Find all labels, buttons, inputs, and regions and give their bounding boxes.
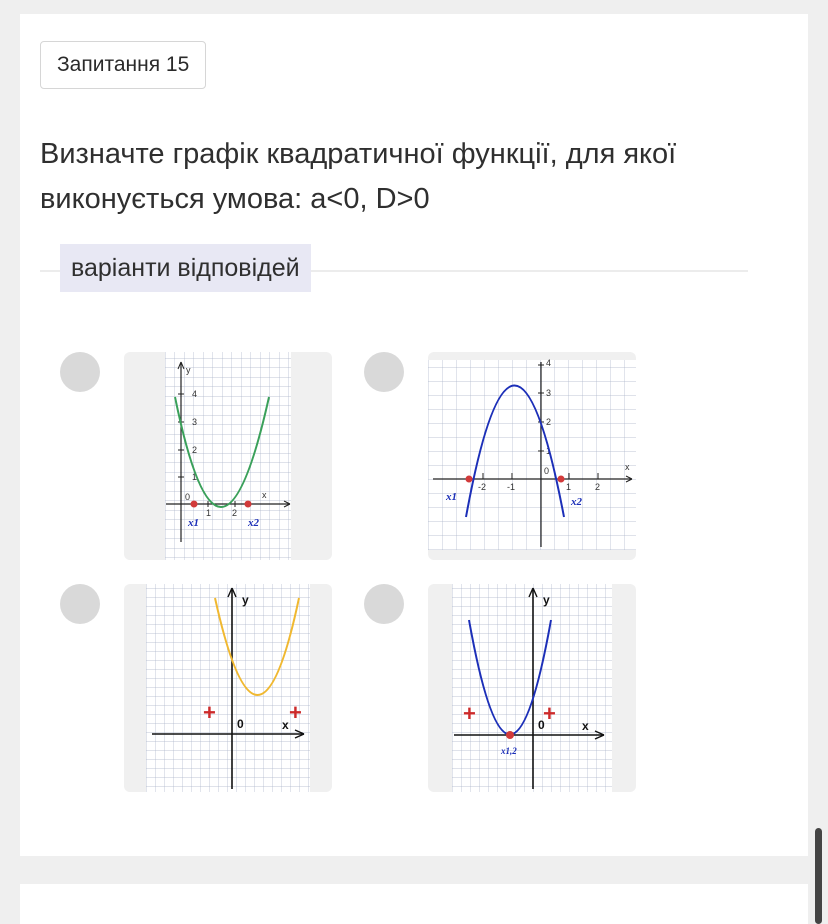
option-2-radio[interactable] <box>364 352 404 392</box>
tick-label: 2 <box>546 417 552 427</box>
tick-label: 2 <box>192 445 198 455</box>
plus-sign: + <box>543 701 556 726</box>
origin-label: 0 <box>544 466 550 476</box>
option-3-image[interactable] <box>124 584 332 792</box>
tick-label: 1 <box>546 446 552 456</box>
x-axis-label: x <box>625 462 630 472</box>
tick-label: -1 <box>507 482 516 492</box>
plus-sign: + <box>463 701 476 726</box>
page-scrollbar[interactable] <box>815 828 822 924</box>
x-axis-label: x <box>282 718 289 732</box>
option-3-radio[interactable] <box>60 584 100 624</box>
origin-label: 0 <box>237 717 244 731</box>
tick-label: 1 <box>566 482 572 492</box>
option-1-image[interactable] <box>124 352 332 560</box>
tick-label: 3 <box>192 417 198 427</box>
y-axis-label: y <box>242 593 249 607</box>
answers-section-label: варіанти відповідей <box>60 244 311 292</box>
tick-label: 3 <box>546 388 552 398</box>
tick-label: 1 <box>206 508 212 518</box>
tick-label: 4 <box>546 358 552 368</box>
option-1-radio[interactable] <box>60 352 100 392</box>
tick-label: 4 <box>192 389 198 399</box>
x-axis-label: x <box>262 490 267 500</box>
root-label: x1 <box>446 491 457 503</box>
origin-label: 0 <box>538 718 545 732</box>
x-axis-label: x <box>582 719 589 733</box>
root-label: x1,2 <box>501 746 517 756</box>
question-text: Визначте графік квадратичної функції, для якої виконується умова: a<0, D>0 <box>40 138 677 215</box>
root-label: x2 <box>248 517 259 529</box>
plus-sign: + <box>203 700 216 725</box>
y-axis-label: y <box>543 593 550 607</box>
root-label: x2 <box>571 496 582 508</box>
question-number-badge: Запитання 15 <box>40 41 206 89</box>
origin-label: 0 <box>185 492 191 502</box>
option-4-radio[interactable] <box>364 584 404 624</box>
root-label: x1 <box>188 517 199 529</box>
option-4-image[interactable] <box>428 584 636 792</box>
option-2-image[interactable] <box>428 352 636 560</box>
y-axis-label: y <box>186 365 191 375</box>
tick-label: 2 <box>595 482 601 492</box>
tick-label: -2 <box>478 482 487 492</box>
tick-label: 2 <box>232 508 238 518</box>
plus-sign: + <box>289 700 302 725</box>
tick-label: 1 <box>192 472 198 482</box>
next-question-card <box>20 884 808 924</box>
